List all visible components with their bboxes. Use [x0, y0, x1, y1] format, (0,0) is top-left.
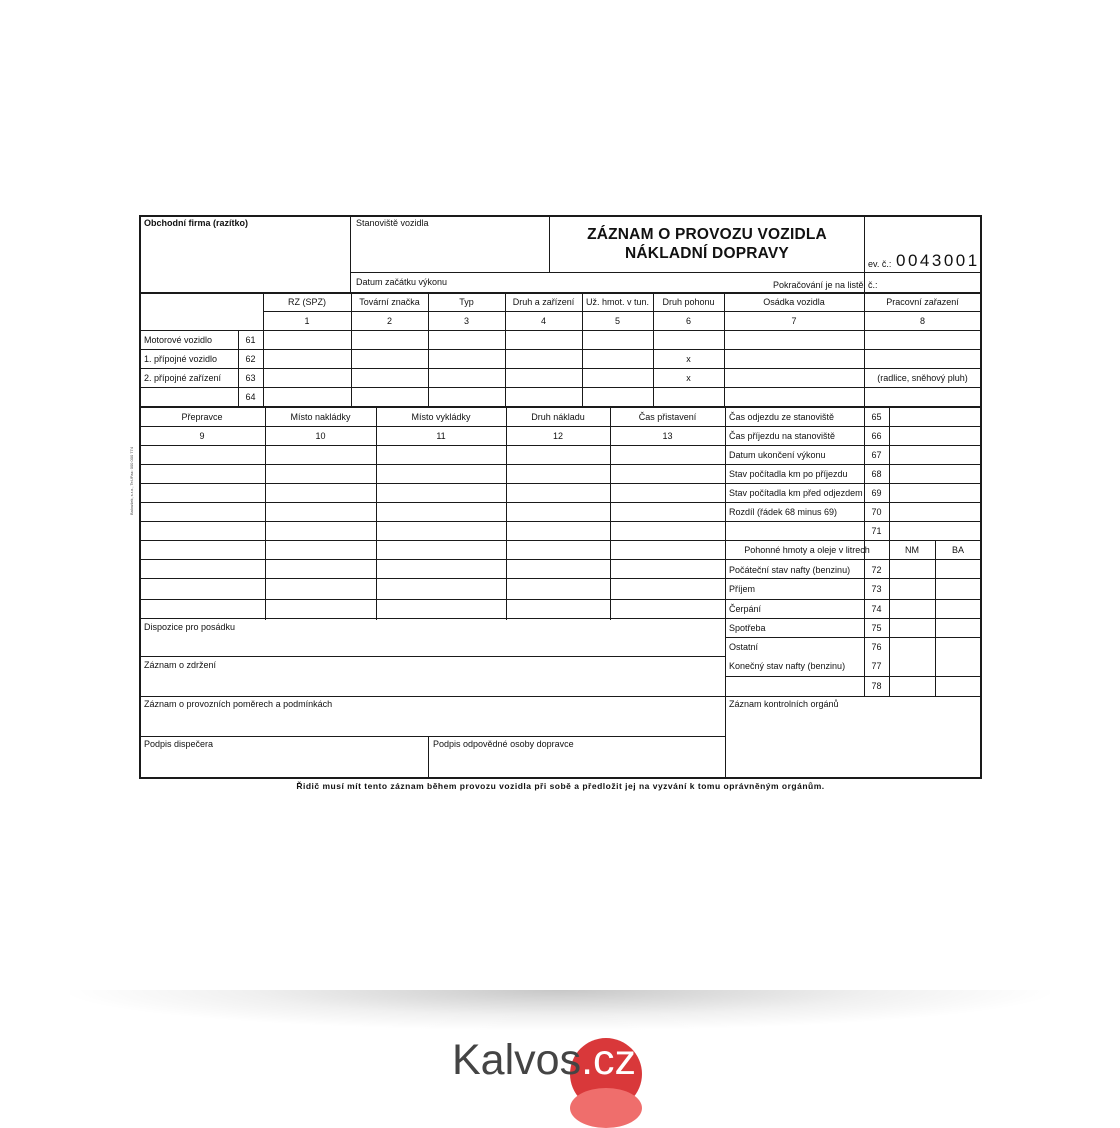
col-label: Pracovní zařazení — [886, 297, 959, 307]
row-code: 62 — [245, 354, 256, 364]
depot-label: Stanoviště vozidla — [356, 218, 429, 228]
fuel-row-code: 73 — [871, 584, 882, 594]
col-label: RZ (SPZ) — [288, 297, 326, 307]
fuel-row-code: 78 — [871, 681, 882, 691]
right-row-code: 65 — [871, 412, 882, 422]
col-num: 2 — [386, 316, 392, 326]
right-row-label: Stav počítadla km po příjezdu — [729, 469, 848, 479]
form-title — [551, 225, 863, 263]
fuel-header: Pohonné hmoty a oleje v litrech — [744, 545, 870, 555]
form-border-top — [139, 215, 982, 217]
cargo-col-num: 12 — [552, 431, 563, 441]
col-num: 8 — [919, 316, 925, 326]
fuel-row-code: 74 — [871, 604, 882, 614]
right-row-label: Rozdíl (řádek 68 minus 69) — [729, 507, 838, 517]
x-mark: x — [686, 354, 691, 364]
right-row-code: 68 — [871, 469, 882, 479]
right-row-code: 71 — [871, 526, 882, 536]
fuel-col-ba: BA — [951, 545, 964, 555]
cargo-col-num: 10 — [315, 431, 326, 441]
col-label: Už. hmot. v tun. — [585, 297, 650, 307]
company-label: Obchodní firma (razítko) — [144, 218, 249, 228]
logo-tld: .cz — [581, 1036, 637, 1084]
cargo-col-label: Místo vykládky — [411, 412, 471, 422]
right-row-code: 70 — [871, 507, 882, 517]
col-num: 3 — [463, 316, 469, 326]
col-label: Typ — [459, 297, 474, 307]
col-num: 6 — [685, 316, 691, 326]
kalvos-logo[interactable] — [452, 1030, 652, 1120]
col-label: Osádka vozidla — [763, 297, 825, 307]
ev-number: 0043001 — [896, 251, 980, 270]
row-code: 63 — [245, 373, 256, 383]
fuel-row-code: 77 — [871, 661, 882, 671]
fuel-row-code: 76 — [871, 642, 882, 652]
fuel-row-label: Spotřeba — [729, 623, 766, 633]
form-title-line1: ZÁZNAM O PROVOZU VOZIDLA — [587, 226, 827, 243]
continuation-label: Pokračování je na listě — [773, 280, 864, 290]
start-date-label: Datum začátku výkonu — [356, 277, 448, 287]
footer-note: Řidič musí mít tento záznam během provozu vozidla při sobě a předložit jej na vyzvání k tomu oprávněným orgánům. — [296, 781, 825, 791]
row-label: Motorové vozidlo — [144, 335, 213, 345]
col-num: 5 — [614, 316, 620, 326]
fuel-row-code: 72 — [871, 565, 882, 575]
logo-text — [452, 1036, 636, 1085]
right-row-code: 67 — [871, 450, 882, 460]
fuel-row-label: Konečný stav nafty (benzinu) — [729, 661, 846, 671]
right-row-label: Stav počítadla km před odjezdem — [729, 488, 863, 498]
form-border-bottom — [139, 777, 982, 779]
col-num: 4 — [540, 316, 546, 326]
detention-label: Záznam o zdržení — [144, 660, 217, 670]
carrier-sign-label: Podpis odpovědné osoby dopravce — [433, 739, 574, 749]
control-label: Záznam kontrolních orgánů — [729, 699, 839, 709]
x-mark: x — [686, 373, 691, 383]
fuel-row-code: 75 — [871, 623, 882, 633]
fuel-row-label: Čerpání — [729, 604, 762, 614]
cargo-col-label: Čas přistavení — [638, 412, 697, 422]
form-title-line2: NÁKLADNÍ DOPRAVY — [625, 245, 789, 262]
row-label: 1. přípojné vozidlo — [144, 354, 218, 364]
right-row-label: Čas odjezdu ze stanoviště — [729, 412, 835, 422]
cargo-col-label: Druh nákladu — [531, 412, 585, 422]
cargo-col-label: Místo nakládky — [290, 412, 351, 422]
fuel-row-label: Ostatní — [729, 642, 759, 652]
transport-record-form — [129, 215, 982, 779]
attachment-note: (radlice, sněhový pluh) — [877, 373, 968, 383]
right-row-code: 66 — [871, 431, 882, 441]
cargo-col-num: 13 — [662, 431, 673, 441]
logo-circle-light — [570, 1088, 642, 1128]
ev-label: ev. č.: — [868, 259, 892, 269]
fuel-row-label: Příjem — [729, 584, 756, 594]
dispatcher-sign-label: Podpis dispečera — [144, 739, 214, 749]
fuel-col-nm: NM — [905, 545, 919, 555]
operating-conditions-label: Záznam o provozních poměrech a podmínkách — [144, 699, 333, 709]
right-row-label: Čas příjezdu na stanoviště — [729, 431, 836, 441]
crew-dispo-label: Dispozice pro posádku — [144, 622, 236, 632]
printer-imprint: Baloušek, s.r.o., Tel./Fax: 000 000 774 — [129, 447, 134, 515]
col-label: Druh a zařízení — [512, 297, 575, 307]
right-row-label: Datum ukončení výkonu — [729, 450, 826, 460]
paper-shadow — [70, 990, 1050, 1030]
row-code: 61 — [245, 335, 256, 345]
fuel-row-label: Počáteční stav nafty (benzinu) — [729, 565, 851, 575]
cargo-col-label: Přepravce — [181, 412, 223, 422]
row-label: 2. přípojné zařízení — [144, 373, 222, 383]
cargo-col-num: 11 — [436, 431, 446, 441]
row-code: 64 — [245, 392, 256, 402]
col-label: Tovární značka — [359, 297, 420, 307]
col-label: Druh pohonu — [662, 297, 715, 307]
col-num: 7 — [791, 316, 797, 326]
col-num: 1 — [304, 316, 310, 326]
continuation-number-label: č.: — [868, 280, 878, 290]
form-border-left — [139, 215, 141, 779]
right-row-code: 69 — [871, 488, 882, 498]
logo-name: Kalvos — [452, 1036, 582, 1084]
cargo-col-num: 9 — [199, 431, 205, 441]
